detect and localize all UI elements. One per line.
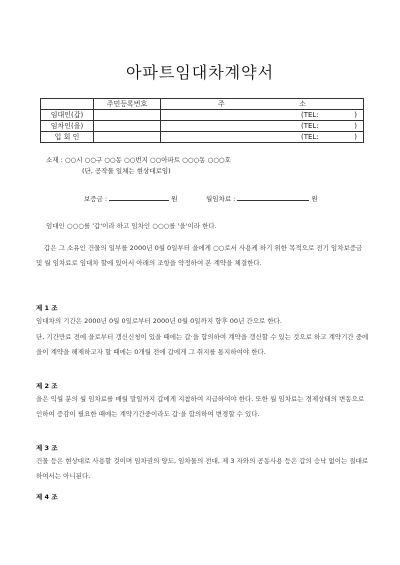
row-address	[161, 121, 364, 132]
table-header-address-2: 소	[299, 100, 306, 108]
intro-text: 임대인 ○○○를 '갑'이라 하고 임차인 ○○○를 '을'이라 한다.	[46, 222, 217, 230]
row-address	[161, 110, 364, 121]
table-row	[41, 132, 364, 143]
row-role: 임차인(을)	[41, 121, 94, 132]
rent-blank	[237, 193, 309, 201]
deposit-blank	[109, 193, 169, 201]
document-title: 아파트임대차계약서	[125, 63, 275, 82]
table-row	[41, 110, 364, 121]
table-header-address	[161, 99, 364, 110]
preamble-text: 갑은 그 소유인 건물의 일부를 2000년 0월 0일부터 을에게 ○○로서 사용케 하기 위한 목적으로 전기 임차보증금 및 월 임차료로 임대차 할에 있어서 아래의 조항을 약정하여 본 계약을 체결한다.	[36, 244, 363, 267]
rent-field	[206, 193, 318, 204]
article-1-body-2: 단, 기간만료 전에 을로부터 갱신신청이 있을 때에는 갑·을 합의하여 계약을 갱신할 수 있는 것으로 하고 계약기간 중에 을이 계약을 해제하고자 할 때에는 0개월 전에 갑에게 그 취지를 통지하여야 한다.	[36, 333, 369, 356]
row-id	[94, 121, 161, 132]
row-tel-close: )	[354, 122, 357, 130]
row-id	[94, 132, 161, 143]
row-id	[94, 110, 161, 121]
row-tel-close: )	[354, 111, 357, 119]
deposit-label: 보증금 :	[84, 195, 108, 203]
row-role: 임대인(갑)	[41, 110, 94, 121]
row-address	[161, 132, 364, 143]
parties-table	[40, 98, 364, 143]
article-3-heading: 제 3 조	[36, 444, 58, 452]
table-header-id: 주민등록번호	[94, 99, 161, 110]
article-3-body: 건물 등은 현상대로 사용할 것이며 임차권의 양도, 임차물의 전대, 제 3 자와의 공동사용 등은 갑의 승낙 없이는 절대로 하여서는 아니된다.	[36, 457, 369, 480]
row-tel: (TEL:	[301, 122, 319, 130]
article-2-body: 을은 익월 분의 월 임차료를 매월 말일까지 갑에게 지참하여 지급하여야 한다. 또한 월 임차료는 경제상태의 변동으로 인하여 증감이 필요한 때에는 계약기간중이라도 갑·을 합의하여 변경할 수 있다.	[36, 395, 365, 418]
article-1-heading: 제 1 조	[36, 304, 58, 312]
table-header-address-1: 주	[218, 100, 225, 108]
row-tel-close: )	[354, 133, 357, 141]
deposit-field	[84, 193, 178, 204]
row-tel: (TEL:	[301, 111, 319, 119]
table-header-role	[41, 99, 94, 110]
rent-unit: 원	[311, 195, 318, 203]
row-role: 입 회 인	[41, 132, 94, 143]
article-1-body: 임대차의 기간은 2000년 0월 0일로부터 2000년 0월 0일까지 향후 00년 간으로 한다.	[36, 317, 282, 325]
row-tel: (TEL:	[301, 133, 319, 141]
rent-label: 월임차료 :	[206, 195, 236, 203]
location-line: 소재 : ○○시 ○○구 ○○동 ○○번지 ○○아파트 ○○○동 ○○○호	[46, 156, 231, 164]
article-2-heading: 제 2 조	[36, 382, 58, 390]
article-4-heading: 제 4 조	[36, 493, 58, 501]
table-header-row	[41, 99, 364, 110]
table-row	[41, 121, 364, 132]
deposit-unit: 원	[171, 195, 178, 203]
location-note: (단, 공작물 일체는 현상대로임)	[82, 167, 171, 175]
